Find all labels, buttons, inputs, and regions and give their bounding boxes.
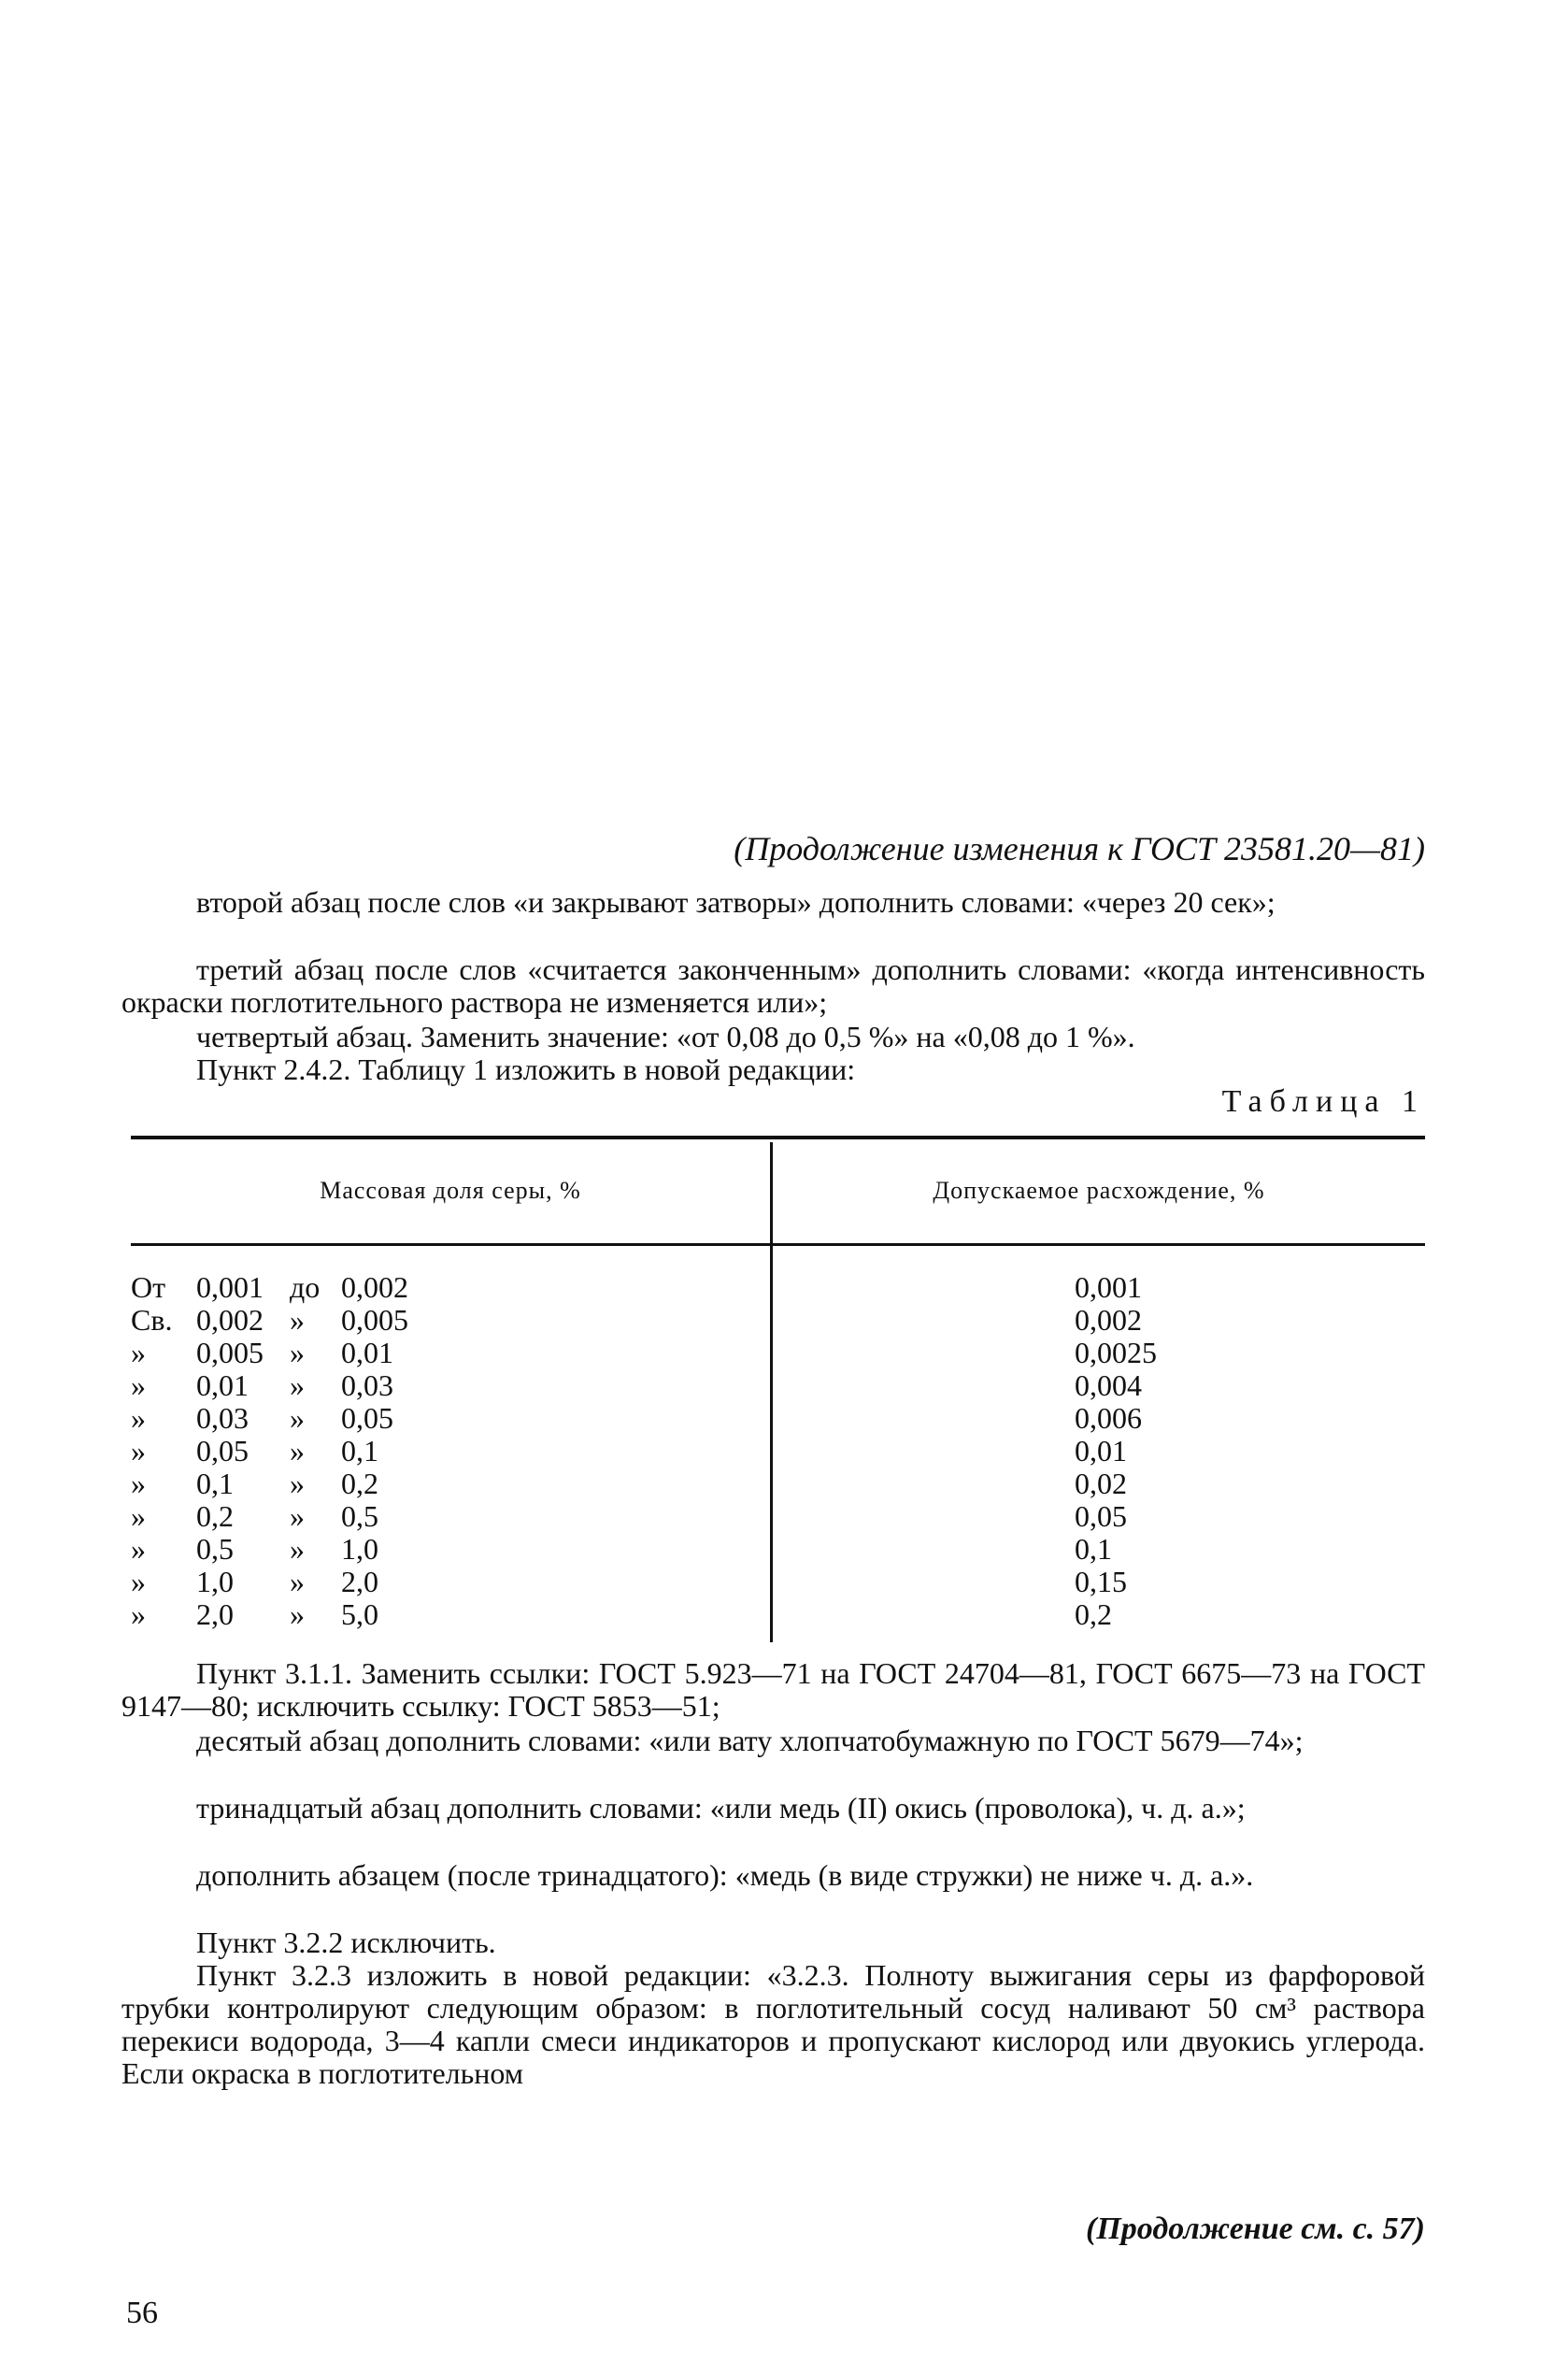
row-prefix: » — [131, 1532, 146, 1566]
row-prefix: » — [131, 1401, 146, 1435]
table-header-sulfur-fraction: Массовая доля серы, % — [320, 1177, 581, 1204]
table-row — [131, 1500, 770, 1533]
row-from: 1,0 — [196, 1565, 234, 1598]
tolerance-value: 0,2 — [1075, 1597, 1112, 1631]
row-from: 0,2 — [196, 1499, 234, 1533]
row-to: 2,0 — [341, 1565, 378, 1598]
row-to: 0,1 — [341, 1434, 378, 1467]
tolerance-value: 0,006 — [1075, 1401, 1142, 1435]
row-to: 0,005 — [341, 1303, 408, 1337]
continuation-header: (Продолжение изменения к ГОСТ 23581.20—81) — [734, 830, 1425, 867]
row-to: 0,03 — [341, 1368, 393, 1402]
row-mid: » — [290, 1532, 305, 1566]
table-row — [131, 1566, 770, 1598]
row-prefix: » — [131, 1565, 146, 1598]
row-prefix: От — [131, 1270, 166, 1304]
tolerance-value: 0,1 — [1075, 1532, 1112, 1566]
row-mid: » — [290, 1336, 305, 1369]
row-from: 0,01 — [196, 1368, 249, 1402]
row-prefix: » — [131, 1434, 146, 1467]
paragraph-bottom-4: дополнить абзацем (после тринадцатого): «медь (в виде стружки) не ниже ч. д. а.». — [196, 1858, 1254, 1892]
row-from: 2,0 — [196, 1597, 234, 1631]
row-mid: » — [290, 1597, 305, 1631]
row-prefix: » — [131, 1499, 146, 1533]
paragraph-bottom-2: десятый абзац дополнить словами: «или вату хлопчатобумажную по ГОСТ 5679—74»; — [196, 1724, 1304, 1757]
table-row — [131, 1337, 770, 1369]
paragraph-top-1: второй абзац после слов «и закрывают затворы» дополнить словами: «через 20 сек»; — [196, 885, 1276, 919]
paragraph-top-2: третий абзац после слов «считается законченным» дополнить словами: «когда интенсивность окраски поглотительного раствора не изменяется или»; — [121, 952, 1425, 1019]
row-mid: » — [290, 1434, 305, 1467]
row-mid: » — [290, 1499, 305, 1533]
row-prefix: Св. — [131, 1303, 173, 1337]
table-tolerance-column — [1075, 1271, 1355, 1631]
row-to: 0,5 — [341, 1499, 378, 1533]
row-to: 0,2 — [341, 1467, 378, 1500]
table-column-divider — [770, 1142, 773, 1642]
row-to: 1,0 — [341, 1532, 378, 1566]
row-to: 0,002 — [341, 1270, 408, 1304]
tolerance-value: 0,15 — [1075, 1565, 1127, 1598]
row-to: 0,05 — [341, 1401, 393, 1435]
table-header-rule — [131, 1243, 1425, 1246]
paragraph-bottom-5: Пункт 3.2.2 исключить. — [196, 1925, 496, 1959]
table-row — [131, 1467, 770, 1500]
row-mid: » — [290, 1467, 305, 1500]
row-prefix: » — [131, 1467, 146, 1500]
table-row — [131, 1402, 770, 1435]
row-mid: до — [290, 1270, 321, 1304]
tolerance-value: 0,001 — [1075, 1270, 1142, 1304]
row-mid: » — [290, 1565, 305, 1598]
row-to: 5,0 — [341, 1597, 378, 1631]
row-to: 0,01 — [341, 1336, 393, 1369]
table-row — [131, 1435, 770, 1467]
row-from: 0,5 — [196, 1532, 234, 1566]
table-row — [131, 1598, 770, 1631]
row-from: 0,1 — [196, 1467, 234, 1500]
row-from: 0,005 — [196, 1336, 264, 1369]
tolerance-value: 0,01 — [1075, 1434, 1127, 1467]
tolerance-value: 0,05 — [1075, 1499, 1127, 1533]
paragraph-bottom-1: Пункт 3.1.1. Заменить ссылки: ГОСТ 5.923—71 на ГОСТ 24704—81, ГОСТ 6675—73 на ГОСТ 9147—80; исключить ссылку: ГОСТ 5853—51; — [121, 1656, 1425, 1723]
table-header-tolerance: Допускаемое расхождение, % — [933, 1177, 1265, 1204]
table-row — [131, 1533, 770, 1566]
tolerance-value: 0,002 — [1075, 1303, 1142, 1337]
row-mid: » — [290, 1368, 305, 1402]
row-from: 0,002 — [196, 1303, 264, 1337]
row-mid: » — [290, 1401, 305, 1435]
tolerance-value: 0,004 — [1075, 1368, 1142, 1402]
table-ranges-column — [131, 1271, 770, 1631]
page-number: 56 — [126, 2296, 158, 2330]
paragraph-bottom-6: Пункт 3.2.3 изложить в новой редакции: «3.2.3. Полноту выжигания серы из фарфоровой трубки контролируют следующим образом: в поглотительный сосуд наливают 50 см³ раствора перекиси водорода, 3—4 капли смеси индикаторов и пропускают кислород или двуокись углерода. Если окраска в поглотительном — [121, 1958, 1425, 2090]
tolerance-value: 0,02 — [1075, 1467, 1127, 1500]
table-row — [131, 1304, 770, 1337]
table-row — [131, 1271, 770, 1304]
table-row — [131, 1369, 770, 1402]
table-caption: Таблица 1 — [1221, 1084, 1425, 1119]
paragraph-top-4: Пункт 2.4.2. Таблицу 1 изложить в новой редакции: — [196, 1052, 856, 1086]
row-mid: » — [290, 1303, 305, 1337]
row-prefix: » — [131, 1368, 146, 1402]
row-from: 0,05 — [196, 1434, 249, 1467]
row-prefix: » — [131, 1597, 146, 1631]
row-from: 0,001 — [196, 1270, 264, 1304]
row-prefix: » — [131, 1336, 146, 1369]
tolerance-value: 0,0025 — [1075, 1336, 1157, 1369]
paragraph-top-3: четвертый абзац. Заменить значение: «от 0,08 до 0,5 %» на «0,08 до 1 %». — [196, 1020, 1135, 1053]
row-from: 0,03 — [196, 1401, 249, 1435]
continuation-footer: (Продолжение см. с. 57) — [1086, 2212, 1425, 2246]
paragraph-bottom-3: тринадцатый абзац дополнить словами: «или медь (II) окись (проволока), ч. д. а.»; — [196, 1791, 1246, 1825]
table-top-rule — [131, 1136, 1425, 1139]
